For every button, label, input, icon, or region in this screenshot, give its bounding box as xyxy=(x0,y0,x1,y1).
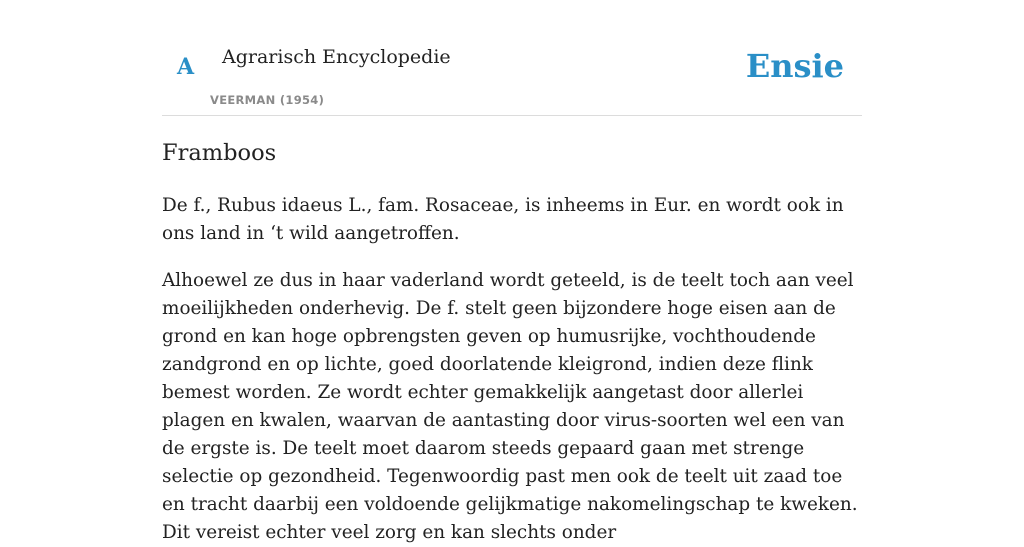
page-header xyxy=(162,0,862,116)
author-label: VEERMAN (1954) xyxy=(210,93,325,107)
encyclopedia-logo-letter[interactable]: A xyxy=(177,54,195,80)
encyclopedia-title-link[interactable]: Agrarisch Encyclopedie xyxy=(222,46,451,68)
page-container xyxy=(162,0,862,543)
entry-paragraph: Alhoewel ze dus in haar vaderland wordt geteeld, is de teelt toch aan veel moeilijkheden onderhevig. De f. stelt geen bijzondere hoge eisen aan de grond en kan hoge opbrengsten geven op humusrijke, vochthoudende zandgrond en op lichte, goed doorlatende kleigrond, indien deze flink bemest worden. Ze wordt echter gemakkelijk aangetast door allerlei plagen en kwalen, waarvan de aantasting door virus-soorten wel een van de ergste is. De teelt moet daarom steeds gepaard gaan met strenge selectie op gezondheid. Tegenwoordig past men ook de teelt uit zaad toe en tracht daarbij een voldoende gelijkmatige nakomelingschap te kweken. Dit vereist echter veel zorg en kan slechts onder xyxy=(162,270,858,543)
ensie-brand-logo[interactable]: Ensie xyxy=(745,47,844,85)
entry-paragraph: De f., Rubus idaeus L., fam. Rosaceae, is inheems in Eur. en wordt ook in ons land in ‘t wild aangetroffen. xyxy=(162,195,844,244)
entry-title: Framboos xyxy=(162,140,277,166)
